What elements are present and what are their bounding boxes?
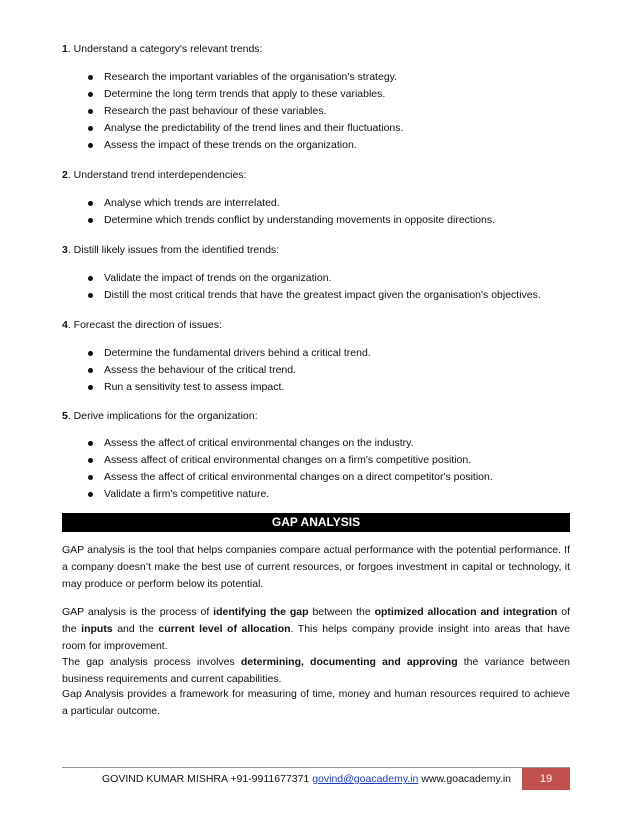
step-4-heading: 4. Forecast the direction of issues: [62, 319, 222, 331]
list-item: Analyse which trends are interrelated. [62, 195, 570, 212]
bullet-icon [88, 218, 93, 223]
step-1-list [62, 69, 570, 154]
bullet-icon [88, 201, 93, 206]
footer-contact: GOVIND KUMAR MISHRA +91-9911677371 govind@goacademy.in www.goacademy.in [102, 773, 512, 785]
gap-paragraph-2: GAP analysis is the process of identifying the gap between the optimized allocation and integration of the inputs and the current level of allocation. This helps company provide insight into areas that have room for improvement. [62, 606, 571, 652]
bullet-icon [88, 475, 93, 480]
list-item: Validate a firm's competitive nature. [62, 486, 570, 503]
bullet-icon [88, 492, 93, 497]
section-heading-gap-analysis: GAP ANALYSIS [62, 513, 570, 532]
bullet-icon [88, 368, 93, 373]
bullet-icon [88, 92, 93, 97]
gap-paragraph-3: The gap analysis process involves determining, documenting and approving the variance between business requirements and current capabilities. [62, 656, 570, 685]
gap-paragraph-1: GAP analysis is the tool that helps companies compare actual performance with the potential performance. If a company doesn’t make the best use of current resources, or forgoes investment in capital or technology, it may produce or perform below its potential. [62, 544, 570, 590]
list-item: Assess the behaviour of the critical trend. [62, 362, 570, 379]
page-number: 19 [522, 768, 570, 790]
list-item: Assess affect of critical environmental changes on a firm's competitive position. [62, 452, 570, 469]
list-item: Distill the most critical trends that have the greatest impact given the organisation's objectives. [62, 287, 570, 304]
bullet-icon [88, 126, 93, 131]
list-item: Assess the affect of critical environmental changes on a direct competitor's position. [62, 469, 570, 486]
step-3-list [62, 270, 570, 304]
list-item: Determine the fundamental drivers behind a critical trend. [62, 345, 570, 362]
bullet-icon [88, 293, 93, 298]
list-item: Assess the affect of critical environmental changes on the industry. [62, 435, 570, 452]
gap-paragraph-4: Gap Analysis provides a framework for measuring of time, money and human resources required to achieve a particular outcome. [62, 688, 570, 717]
bullet-icon [88, 109, 93, 114]
bullet-icon [88, 385, 93, 390]
footer-email-link[interactable]: govind@goacademy.in [312, 773, 419, 785]
list-item: Analyse the predictability of the trend lines and their fluctuations. [62, 120, 570, 137]
step-5-list [62, 435, 570, 503]
list-item: Research the past behaviour of these variables. [62, 103, 570, 120]
list-item: Research the important variables of the organisation's strategy. [62, 69, 570, 86]
step-5-heading: 5. Derive implications for the organization: [62, 410, 258, 422]
step-4-list [62, 345, 570, 396]
page-footer [62, 767, 570, 790]
bullet-icon [88, 441, 93, 446]
bullet-icon [88, 276, 93, 281]
step-3-heading: 3. Distill likely issues from the identified trends: [62, 244, 280, 256]
step-1-heading: 1. Understand a category's relevant trends: [62, 43, 263, 55]
bullet-icon [88, 458, 93, 463]
step-2-heading: 2. Understand trend interdependencies: [62, 169, 247, 181]
list-item: Validate the impact of trends on the organization. [62, 270, 570, 287]
list-item: Determine which trends conflict by understanding movements in opposite directions. [62, 212, 570, 229]
bullet-icon [88, 351, 93, 356]
list-item: Determine the long term trends that apply to these variables. [62, 86, 570, 103]
step-2-list [62, 195, 570, 229]
list-item: Assess the impact of these trends on the organization. [62, 137, 570, 154]
bullet-icon [88, 75, 93, 80]
list-item: Run a sensitivity test to assess impact. [62, 379, 570, 396]
bullet-icon [88, 143, 93, 148]
